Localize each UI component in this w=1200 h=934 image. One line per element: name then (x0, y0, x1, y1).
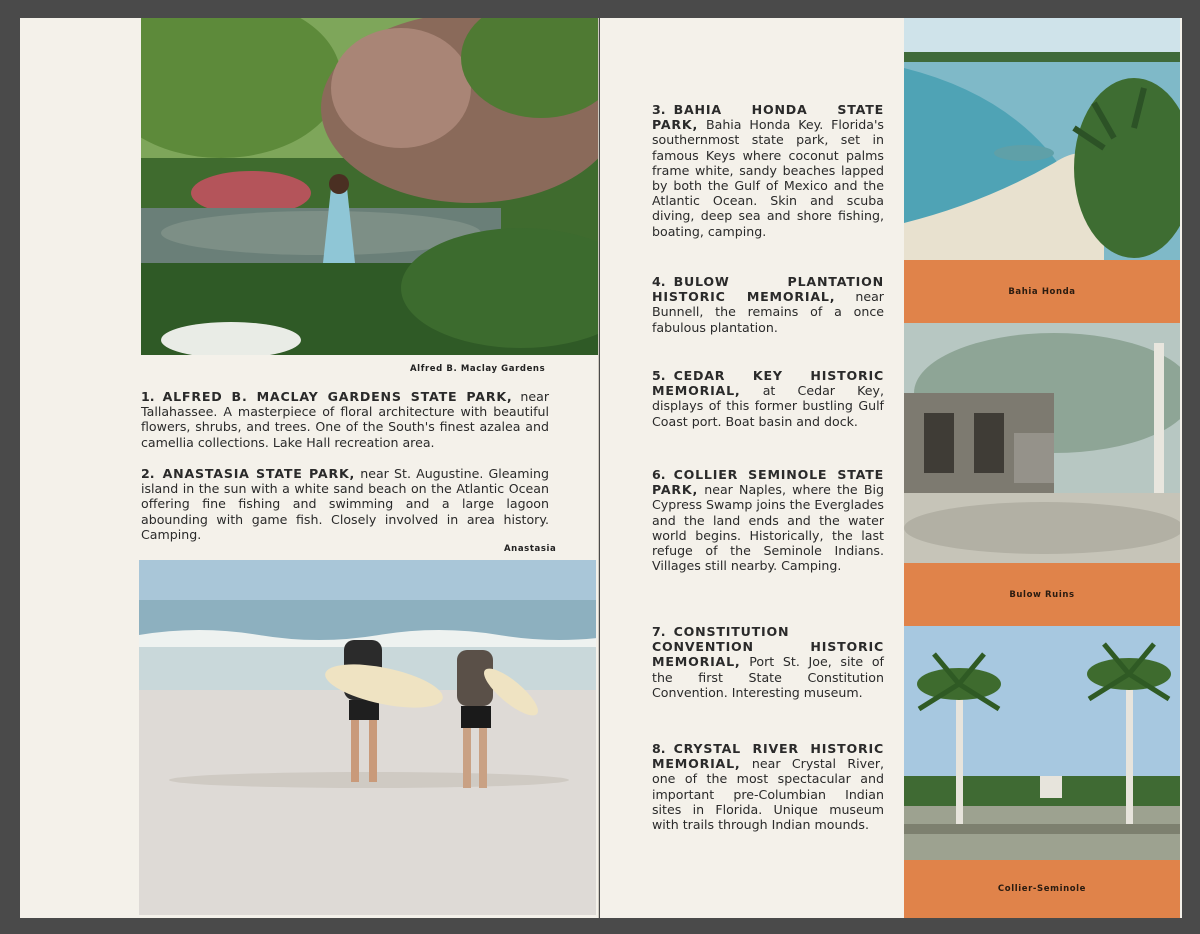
entry-text: near Crystal River, one of the most spectacular and important pre-Columbian Indian sites in Florida. Unique museum with trails through Indian mounds. (652, 756, 884, 833)
entry-number: 8. (652, 741, 666, 756)
caption-bulow: Bulow Ruins (1009, 589, 1075, 600)
right-page (600, 18, 1182, 918)
entry-7 (652, 624, 884, 700)
entry-number: 6. (652, 467, 666, 482)
entry-text: near St. Augustine. Gleaming island in the sun with a white sand beach on the Atlantic Ocean offering fine fishing and swimming and a large lagoon abounding with game fish. Closely involved in area history. Camping. (141, 466, 549, 542)
entry-number: 3. (652, 102, 666, 117)
caption-bahia: Bahia Honda (1008, 286, 1076, 297)
entry-number: 7. (652, 624, 666, 639)
entry-8 (652, 741, 884, 832)
entry-6 (652, 467, 884, 573)
entry-3 (652, 102, 884, 239)
entry-title: ANASTASIA STATE PARK, (162, 466, 356, 481)
bulow-ruins-photo (904, 323, 1180, 563)
caption-anastasia: Anastasia (504, 544, 557, 554)
entry-text: near Bunnell, the remains of a once fabulous plantation. (652, 289, 884, 335)
band-bahia (904, 260, 1180, 323)
entry-number: 2. (141, 466, 155, 481)
entry-title: COLLIER SEMINOLE STATE PARK, (652, 467, 884, 498)
entry-1 (141, 389, 549, 450)
entry-text: Port St. Joe, site of the first State Constitution Convention. Interesting museum. (652, 654, 884, 700)
entry-4 (652, 274, 884, 335)
entry-title: BAHIA HONDA STATE PARK, (652, 102, 884, 133)
entry-title: CONSTITUTION CONVENTION HISTORIC MEMORIAL, (652, 624, 884, 670)
entry-title: ALFRED B. MACLAY GARDENS STATE PARK, (162, 389, 513, 404)
entry-text: Bahia Honda Key. Florida's southernmost state park, set in famous Keys where coconut palms frame white, sandy beaches lapped by both the Gulf of Mexico and the Atlantic Ocean. Skin and scuba diving, deep sea and shore fishing, boating, camping. (652, 117, 884, 239)
entry-text: near Naples, where the Big Cypress Swamp joins the Everglades and the land ends and the water world begins. Historically, the last refuge of the Seminole Indians. Villages still nearby. Camping. (652, 482, 884, 574)
entry-2 (141, 466, 549, 542)
caption-maclay: Alfred B. Maclay Gardens (410, 364, 546, 374)
collier-seminole-photo (904, 626, 1180, 860)
anastasia-beach-photo (139, 560, 596, 915)
entry-title: BULOW PLANTATION HISTORIC MEMORIAL, (652, 274, 884, 305)
band-collier (904, 860, 1180, 918)
entry-title: CRYSTAL RIVER HISTORIC MEMORIAL, (652, 741, 884, 772)
maclay-gardens-photo (141, 18, 598, 355)
entry-number: 1. (141, 389, 155, 404)
entry-text: near Tallahassee. A masterpiece of floral architecture with beautiful flowers, shrubs, and trees. One of the South's finest azalea and camellia collections. Lake Hall recreation area. (141, 389, 549, 450)
left-page (20, 18, 599, 918)
entry-title: CEDAR KEY HISTORIC MEMORIAL, (652, 368, 884, 399)
band-bulow (904, 563, 1180, 626)
entry-number: 4. (652, 274, 666, 289)
entry-text: at Cedar Key, displays of this former bustling Gulf Coast port. Boat basin and dock. (652, 383, 884, 429)
entry-5 (652, 368, 884, 429)
bahia-honda-photo (904, 18, 1180, 260)
caption-collier: Collier-Seminole (997, 884, 1087, 894)
entry-number: 5. (652, 368, 666, 383)
